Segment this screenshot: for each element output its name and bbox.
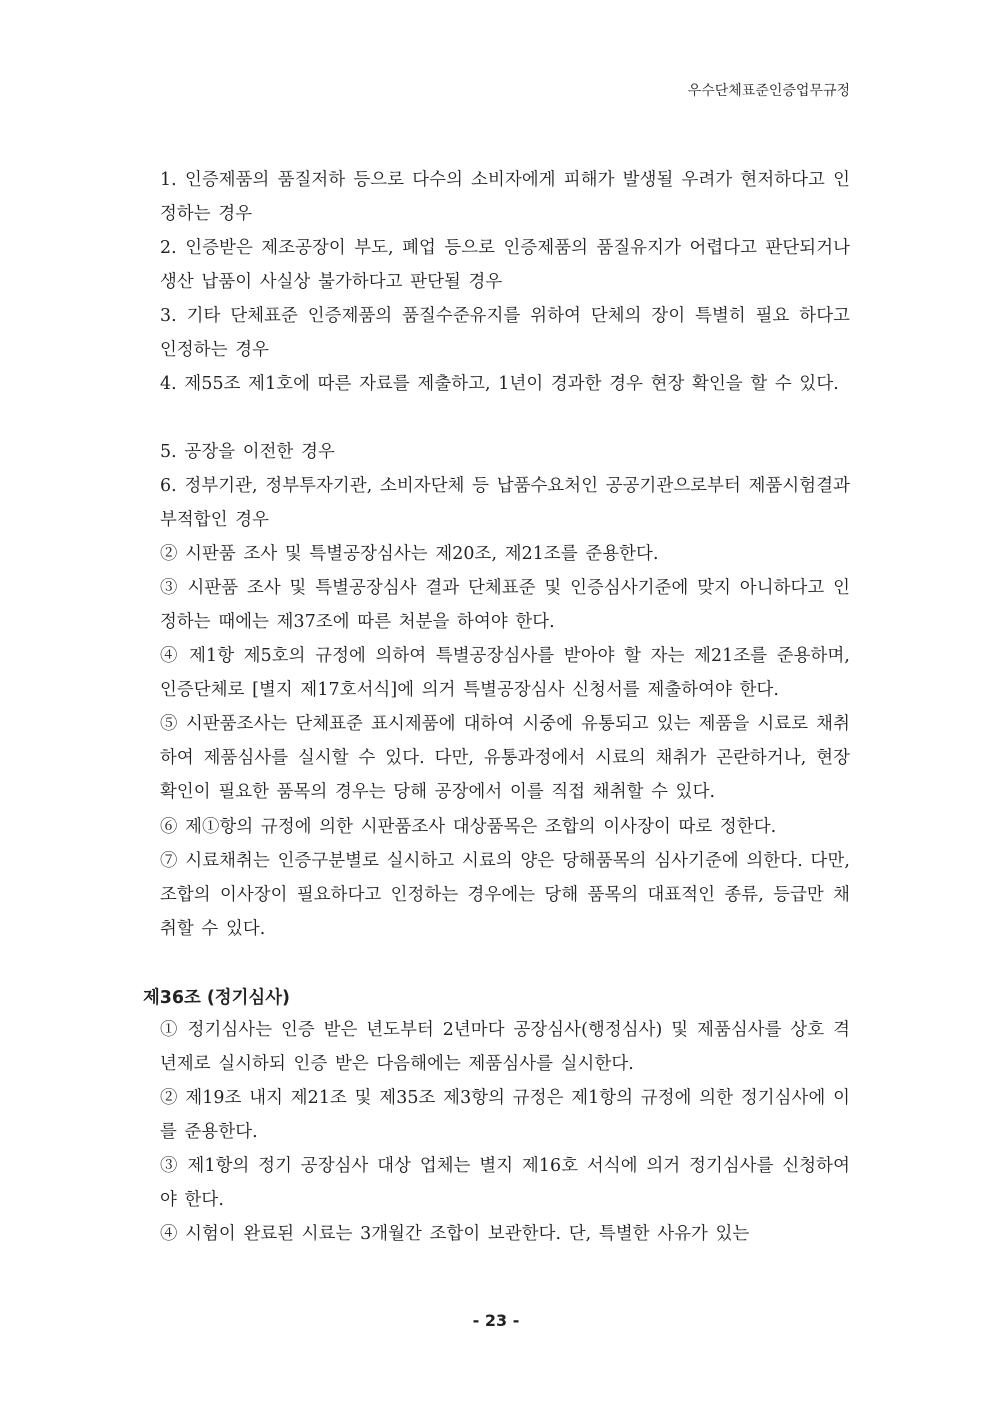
- item-6-paragraph: 6. 정부기관, 정부투자기관, 소비자단체 등 납품수요처인 공공기관으로부터 제품시험결과 부적합인 경우: [160, 476, 850, 531]
- article-36-heading: 제36조 (정기심사): [143, 988, 290, 1008]
- clause-7-paragraph: ⑦ 시료채취는 인증구분별로 실시하고 시료의 양은 당해품목의 심사기준에 의한다. 다만, 조합의 이사장이 필요하다고 인정하는 경우에는 당해 품목의 대표적인 종류, 등급만 채취할 수 있다.: [160, 851, 850, 940]
- clause-3-paragraph: ③ 시판품 조사 및 특별공장심사 결과 단체표준 및 인증심사기준에 맞지 아니하다고 인정하는 때에는 제37조에 따른 처분을 하여야 한다.: [160, 578, 850, 633]
- item-5-paragraph: 5. 공장을 이전한 경우: [160, 442, 335, 462]
- clause-2-paragraph: ② 시판품 조사 및 특별공장심사는 제20조, 제21조를 준용한다.: [160, 544, 659, 564]
- article-36-clause-2: ② 제19조 내지 제21조 및 제35조 제3항의 규정은 제1항의 규정에 의한 정기심사에 이를 준용한다.: [160, 1088, 850, 1143]
- article-36-clause-1: ① 정기심사는 인증 받은 년도부터 2년마다 공장심사(행정심사) 및 제품심사를 상호 격년제로 실시하되 인증 받은 다음해에는 제품심사를 실시한다.: [160, 1020, 850, 1075]
- item-1-paragraph: 1. 인증제품의 품질저하 등으로 다수의 소비자에게 피해가 발생될 우려가 현저하다고 인정하는 경우: [160, 170, 850, 225]
- article-36-clause-4: ④ 시험이 완료된 시료는 3개월간 조합이 보관한다. 단, 특별한 사유가 있는: [160, 1224, 750, 1244]
- clause-4-paragraph: ④ 제1항 제5호의 규정에 의하여 특별공장심사를 받아야 할 자는 제21조를 준용하며, 인증단체로 [별지 제17호서식]에 의거 특별공장심사 신청서를 제출하여야 한다.: [160, 646, 850, 701]
- item-4-paragraph: 4. 제55조 제1호에 따른 자료를 제출하고, 1년이 경과한 경우 현장 확인을 할 수 있다.: [160, 374, 839, 394]
- clause-5-paragraph: ⑤ 시판품조사는 단체표준 표시제품에 대하여 시중에 유통되고 있는 제품을 시료로 채취하여 제품심사를 실시할 수 있다. 다만, 유통과정에서 시료의 채취가 곤란하거나, 현장 확인이 필요한 품목의 경우는 당해 공장에서 이를 직접 채취할 수 있다.: [160, 714, 850, 803]
- running-header-title: 우수단체표준인증업무규정: [687, 83, 850, 99]
- article-36-clause-3: ③ 제1항의 정기 공장심사 대상 업체는 별지 제16호 서식에 의거 정기심사를 신청하여야 한다.: [160, 1156, 850, 1211]
- item-3-paragraph: 3. 기타 단체표준 인증제품의 품질수준유지를 위하여 단체의 장이 특별히 필요 하다고 인정하는 경우: [160, 306, 850, 361]
- clause-6-paragraph: ⑥ 제①항의 규정에 의한 시판품조사 대상품목은 조합의 이사장이 따로 정한다.: [160, 817, 777, 837]
- page-number: - 23 -: [472, 1311, 520, 1330]
- item-2-paragraph: 2. 인증받은 제조공장이 부도, 폐업 등으로 인증제품의 품질유지가 어렵다고 판단되거나 생산 납품이 사실상 불가하다고 판단될 경우: [160, 238, 850, 293]
